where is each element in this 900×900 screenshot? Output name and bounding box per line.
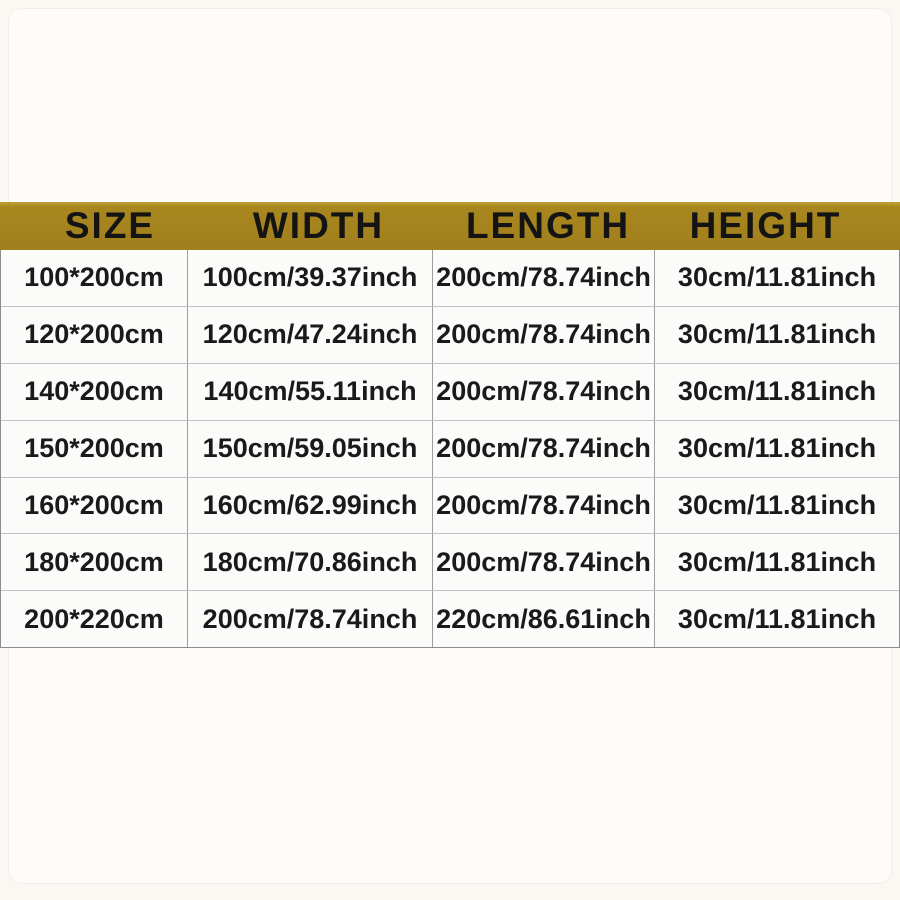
cell-height: 30cm/11.81inch: [677, 490, 877, 520]
cell-width: 120cm/47.24inch: [188, 307, 433, 363]
header-cell-height: HEIGHT: [689, 205, 842, 246]
cell-width: 200cm/78.74inch: [188, 591, 433, 647]
cell-width: 160cm/62.99inch: [188, 478, 433, 534]
cell-length: 200cm/78.74inch: [433, 421, 655, 477]
table-row: [1, 307, 899, 364]
cell-width: 100cm/39.37inch: [188, 250, 433, 306]
header-cell-size: SIZE: [64, 205, 156, 246]
cell-size: 100*200cm: [1, 250, 188, 306]
cell-width: 150cm/59.05inch: [188, 421, 433, 477]
cell-height: 30cm/11.81inch: [677, 376, 877, 407]
cell-length: 200cm/78.74inch: [433, 534, 655, 590]
cell-length: 200cm/78.74inch: [433, 250, 655, 306]
cell-height: 30cm/11.81inch: [677, 603, 877, 634]
table-body: [0, 250, 900, 648]
table-row: [1, 591, 899, 647]
cell-length: 220cm/86.61inch: [433, 591, 655, 647]
cell-size: 120*200cm: [1, 307, 188, 363]
cell-width: 180cm/70.86inch: [188, 534, 433, 590]
cell-length: 200cm/78.74inch: [433, 307, 655, 363]
table-row: [1, 364, 899, 421]
table-row: [1, 478, 899, 535]
cell-size: 180*200cm: [1, 534, 188, 590]
cell-size: 200*220cm: [1, 591, 188, 647]
table-row: [1, 250, 899, 307]
cell-height: 30cm/11.81inch: [677, 262, 877, 293]
cell-size: 150*200cm: [1, 421, 188, 477]
cell-size: 160*200cm: [1, 478, 188, 534]
cell-height: 30cm/11.81inch: [677, 546, 877, 577]
cell-size: 140*200cm: [1, 364, 188, 420]
cell-length: 200cm/78.74inch: [433, 364, 655, 420]
cell-length: 200cm/78.74inch: [433, 478, 655, 534]
size-chart-table: [0, 202, 900, 648]
table-row: [1, 534, 899, 591]
header-cell-width: WIDTH: [252, 205, 385, 246]
cell-width: 140cm/55.11inch: [188, 364, 433, 420]
cell-height: 30cm/11.81inch: [677, 433, 877, 464]
cell-height: 30cm/11.81inch: [677, 319, 877, 350]
table-row: [1, 421, 899, 478]
table-header-row: [0, 202, 900, 250]
header-cell-length: LENGTH: [465, 205, 631, 246]
